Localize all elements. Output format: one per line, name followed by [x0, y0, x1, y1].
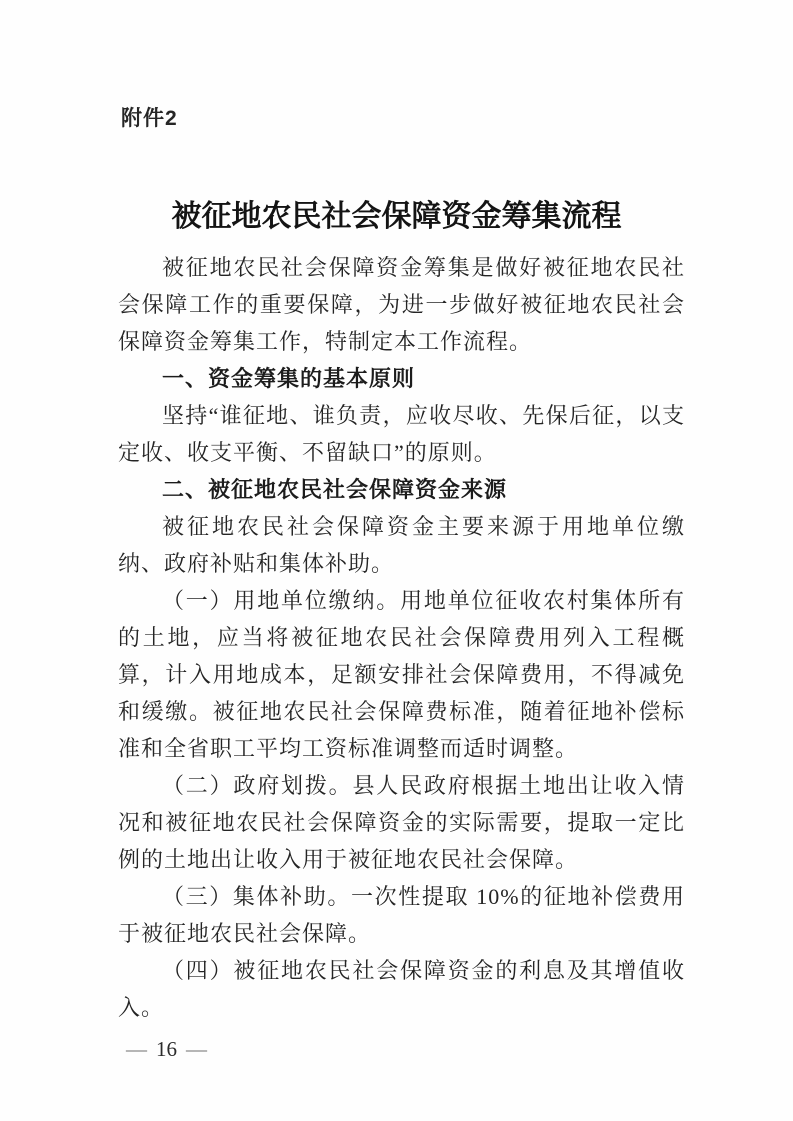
paragraph-sources-overview: 被征地农民社会保障资金主要来源于用地单位缴纳、政府补贴和集体补助。: [118, 514, 685, 576]
page-footer: [126, 1037, 207, 1062]
document-title: 被征地农民社会保障资金筹集流程: [171, 200, 622, 234]
paragraph-intro: 被征地农民社会保障资金筹集是做好被征地农民社会保障工作的重要保障，为进一步做好被征地农民社会保障资金筹集工作，特制定本工作流程。: [118, 255, 685, 354]
paragraph-item-4-interest-income: （四）被征地农民社会保障资金的利息及其增值收入。: [118, 958, 685, 1020]
section-heading-1: 一、资金筹集的基本原则: [162, 366, 416, 391]
paragraph-item-1-unit-payment: （一）用地单位缴纳。用地单位征收农村集体所有的土地，应当将被征地农民社会保障费用列入工程概算，计入用地成本，足额安排社会保障费用，不得减免和缓缴。被征地农民社会保障费标准，随着征地补偿标准和全省职工平均工资标准调整而适时调整。: [118, 588, 685, 761]
paragraph-item-2-government-allocation: （二）政府划拨。县人民政府根据土地出让收入情况和被征地农民社会保障资金的实际需要，提取一定比例的土地出让收入用于被征地农民社会保障。: [118, 773, 685, 872]
paragraph-principles: 坚持“谁征地、谁负责，应收尽收、先保后征，以支定收、收支平衡、不留缺口”的原则。: [118, 403, 685, 465]
paragraph-item-3-collective-subsidy: （三）集体补助。一次性提取 10%的征地补偿费用于被征地农民社会保障。: [118, 884, 685, 946]
page-number: 16: [156, 1037, 177, 1061]
attachment-label: 附件2: [121, 107, 178, 130]
section-heading-2: 二、被征地农民社会保障资金来源: [162, 477, 508, 502]
document-body: [118, 249, 685, 1026]
footer-dash-left: —: [126, 1037, 147, 1061]
footer-dash-right: —: [186, 1037, 207, 1061]
